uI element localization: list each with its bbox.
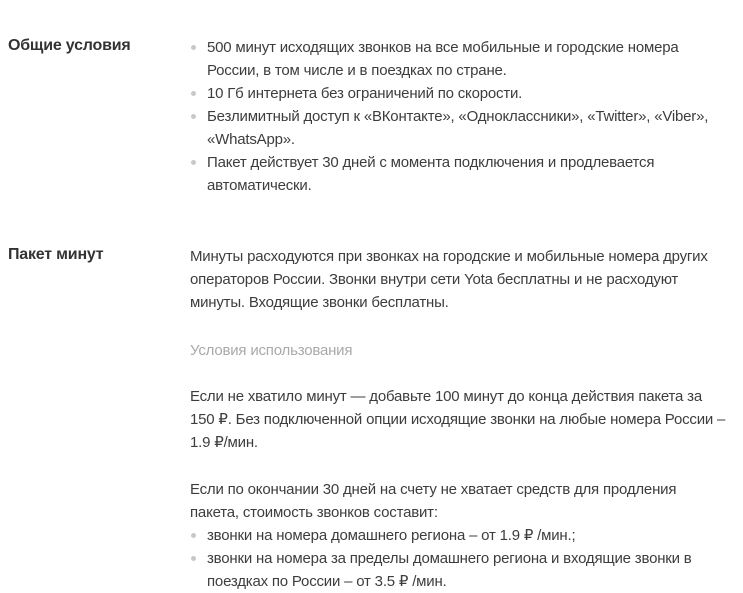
general-terms-list xyxy=(190,36,727,197)
section-label-minutes-package: Пакет минут xyxy=(8,246,104,263)
section-minutes-package xyxy=(8,245,733,593)
expiry-rates-list xyxy=(190,524,727,593)
general-terms-content xyxy=(190,36,727,197)
usage-terms-subheading: Условия использования xyxy=(190,342,353,359)
section-general-terms xyxy=(8,36,733,197)
list-item: звонки на номера домашнего региона – от 1.9 ₽ /мин.; xyxy=(190,524,727,547)
minutes-intro-paragraph: Минуты расходуются при звонках на городские и мобильные номера других операторов России. Звонки внутри сети Yota бесплатны и не расходуют минуты. Входящие звонки бесплатны. xyxy=(190,248,708,311)
list-item: Безлимитный доступ к «ВКонтакте», «Одноклассники», «Twitter», «Viber», «WhatsApp». xyxy=(190,105,727,151)
expiry-paragraph: Если по окончании 30 дней на счету не хватает средств для продления пакета, стоимость звонков составит: xyxy=(190,481,677,521)
list-item: 500 минут исходящих звонков на все мобильные и городские номера России, в том числе и в поездках по стране. xyxy=(190,36,727,82)
list-item: звонки на номера за пределы домашнего региона и входящие звонки в поездках по России – от 3.5 ₽ /мин. xyxy=(190,547,727,593)
minutes-package-content xyxy=(190,245,727,593)
list-item: 10 Гб интернета без ограничений по скорости. xyxy=(190,82,727,105)
list-item: Пакет действует 30 дней с момента подключения и продлевается автоматически. xyxy=(190,151,727,197)
section-label-general-terms: Общие условия xyxy=(8,37,131,54)
add-minutes-paragraph: Если не хватило минут — добавьте 100 минут до конца действия пакета за 150 ₽. Без подключенной опции исходящие звонки на любые номера России – 1.9 ₽/мин. xyxy=(190,388,726,451)
